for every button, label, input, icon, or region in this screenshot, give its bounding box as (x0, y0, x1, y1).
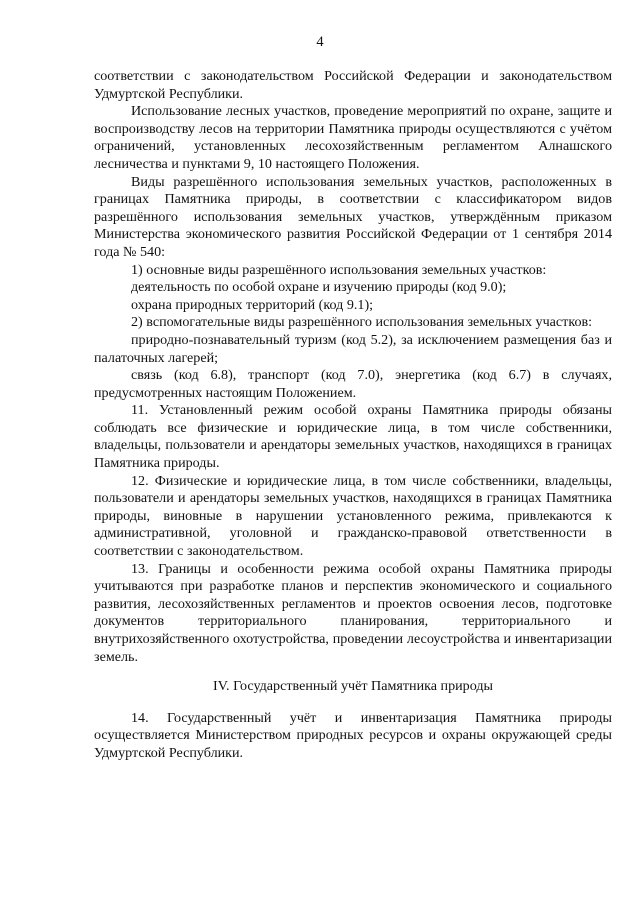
paragraph-clause-13: 13. Границы и особенности режима особой охраны Памятника природы учитываются при разработке планов и перспектив экономического и социального развития, лесохозяйственных регламентов и проектов освоения лесов, подготовке документов территориального планирования, территориального и внутрихозяйственного охотустройства, проведении лесоустройства и инвентаризации земель. (94, 560, 612, 665)
paragraph-main-types: 1) основные виды разрешённого использования земельных участков: (131, 261, 547, 278)
paragraph-forest-use: Использование лесных участков, проведение мероприятий по охране, защите и воспроизводству лесов на территории Памятника природы осуществляются с учётом ограничений, установленных лесохозяйственным регламентом Алнашского лесничества и пунктами 9, 10 настоящего Положения. (94, 103, 612, 172)
paragraph-land-use-types: Виды разрешённого использования земельных участков, расположенных в границах Памятника природы, в соответствии с классификатором видов разрешённого использования земельных участков, утверждённым приказом Министерства экономического развития Российской Федерации от 1 сентября 2014 года № 540: (94, 173, 612, 260)
document-body (94, 68, 612, 763)
paragraph-clause-14: 14. Государственный учёт и инвентаризация Памятника природы осуществляется Министерством природных ресурсов и охраны окружающей среды Удмуртской Республики. (94, 709, 612, 761)
section-heading: IV. Государственный учёт Памятника природы (213, 678, 493, 695)
paragraph-continuation: соответствии с законодательством Российской Федерации и законодательством Удмуртской Республики. (94, 68, 612, 102)
paragraph-aux-type-1: природно-познавательный туризм (код 5.2), за исключением размещения баз и палаточных лагерей; (94, 331, 612, 366)
paragraph-clause-12: 12. Физические и юридические лица, в том числе собственники, владельцы, пользователи и арендаторы земельных участков, находящихся в границах Памятника природы, виновные в нарушении установленного режима, привлекаются к административной, уголовной и гражданско-правовой ответственности в соответствии с законодательством. (94, 472, 612, 560)
paragraph-main-type-1: деятельность по особой охране и изучению природы (код 9.0); (131, 279, 507, 296)
paragraph-main-type-2: охрана природных территорий (код 9.1); (131, 296, 374, 313)
paragraph-clause-11: 11. Установленный режим особой охраны Памятника природы обязаны соблюдать все физические и юридические лица, в том числе собственники, владельцы, пользователи и арендаторы земельных участков, находящихся в границах Памятника природы. (94, 402, 612, 472)
paragraph-aux-type-2: связь (код 6.8), транспорт (код 7.0), энергетика (код 6.7) в случаях, предусмотренных настоящим Положением. (94, 367, 612, 401)
paragraph-aux-types: 2) вспомогательные виды разрешённого использования земельных участков: (131, 314, 593, 331)
page-number: 4 (316, 34, 324, 50)
